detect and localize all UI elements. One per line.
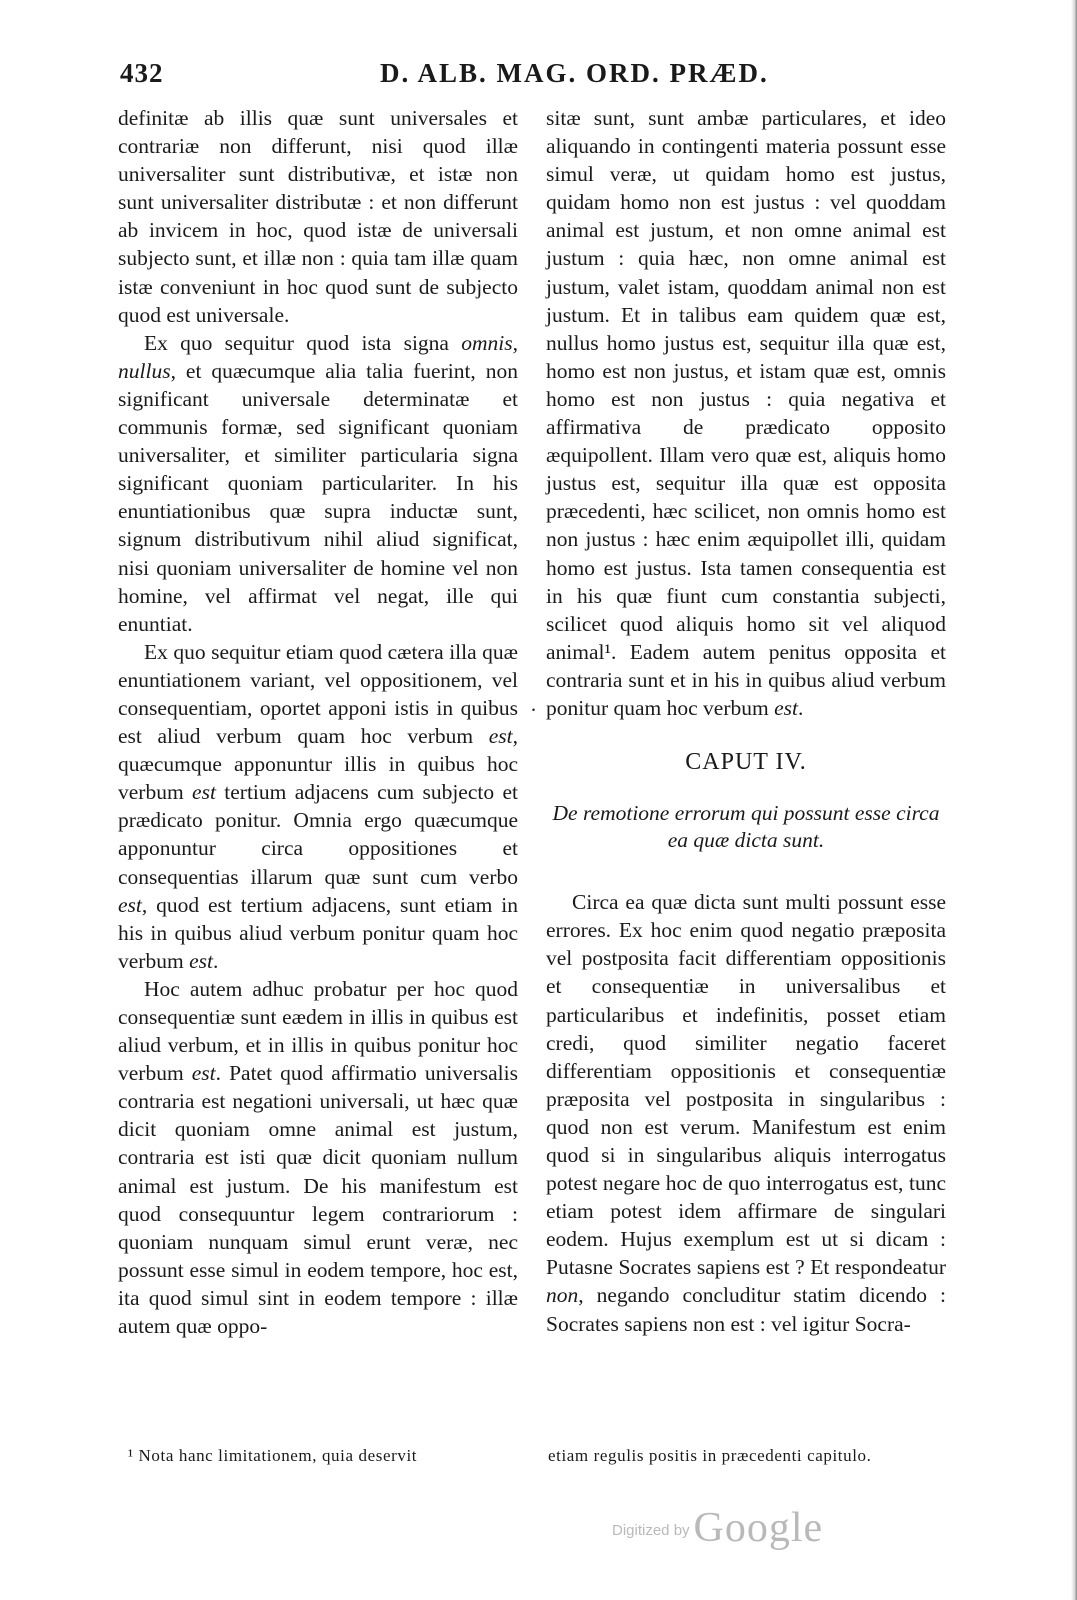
left-column bbox=[118, 104, 518, 1340]
running-head: D. ALB. MAG. ORD. PRÆD. bbox=[380, 58, 769, 88]
italic-text: est bbox=[774, 695, 798, 720]
paragraph bbox=[118, 329, 518, 638]
page-edge-shadow bbox=[1071, 0, 1077, 1600]
text-run: , negando concluditur statim dicendo : Socrates sapiens non est : vel igitur Socra- bbox=[546, 1283, 946, 1336]
footnote-right: etiam regulis positis in præcedenti capitulo. bbox=[548, 1446, 872, 1465]
paragraph: definitæ ab illis quæ sunt universales et contrariæ non differunt, nisi quod illæ universaliter sunt distributivæ, et istæ non sunt universaliter distributæ : et non differunt ab invicem in hoc, quod istæ de universali subjecto sunt, et illæ non : quia tam illæ quam istæ conveniunt in hoc quod sunt de subjecto quod est universale. bbox=[118, 106, 518, 327]
paragraph bbox=[118, 975, 518, 1340]
text-run: , et quæcumque alia talia fuerint, non significant universale determinatæ et communis formæ, sed significant quoniam universaliter, et similiter particularia signa significant quoniam particulariter. In his enuntiationibus quæ supra inductæ sunt, signum distributivum nihil aliud significat, nisi quoniam universaliter de homine vel non homine, vel affirmat vel negat, ille qui enuntiat. bbox=[118, 358, 518, 636]
watermark-prefix: Digitized by bbox=[612, 1522, 690, 1539]
text-run: sitæ sunt, sunt ambæ particulares, et ideo aliquando in contingenti materia possunt esse simul veræ, ut quidam homo est justus, quidam homo non est justus : vel quoddam animal est justum, et non omne animal est justum : quia hæc, non omne animal est justum, valet istam, quoddam animal non est justum. Et in talibus eam quidem quæ est, nullus homo justus est, sequitur illa quæ est, homo est non justus, et istam quæ est, omnis homo est non justus : quia negativa et affirmativa de prædicato opposito æquipollent. Illam vero quæ est, aliquis homo justus est, sequitur illa quæ est opposita præcedenti, hæc scilicet, non omnis homo est non justus : hæc enim æquipollet illi, quidam homo est justus. Ista tamen consequentia est in his quæ fiunt cum constantia subjecti, scilicet quod aliquis homo sit vel aliquod animal¹. Eadem autem penitus opposita et contraria sunt et in his in quibus aliud verbum ponitur quam hoc verbum bbox=[546, 106, 946, 720]
text-run: Ex quo sequitur quod ista signa bbox=[144, 330, 462, 355]
italic-text: est bbox=[191, 1061, 216, 1086]
italic-text: est bbox=[192, 780, 216, 805]
chapter-title: CAPUT IV. bbox=[685, 749, 807, 776]
text-run: , quod est tertium adjacens, sunt etiam in his in quibus aliud verbum ponitur quam hoc verbum bbox=[118, 892, 518, 973]
italic-text: est bbox=[189, 948, 213, 973]
text-run: . bbox=[797, 695, 804, 720]
text-run: , quæcumque apponuntur illis in quibus hoc verbum bbox=[118, 724, 518, 805]
text-run: Hoc autem adhuc probatur per hoc quod consequentiæ sunt eædem in illis in quibus est aliud verbum, et in illis in quibus ponitur hoc verbum bbox=[118, 976, 518, 1086]
text-run: Circa ea quæ dicta sunt multi possunt esse errores. Ex hoc enim quod negatio præposita vel postposita facit differentiam oppositionis et consequentiæ in universalibus et particularibus et indefinitis, posset etiam credi, quod similiter negatio faceret differentiam oppositionis et consequentiæ præposita vel postposita in singularibus : quod non est verum. Manifestum est enim quod si in singularibus aliquis interrogatus potest negare hoc de quo interrogatus est, tunc etiam potest idem affirmare de singulari eodem. Hujus exemplum est ut si dicam : Putasne Socrates sapiens est ? Et respondeatur bbox=[546, 890, 946, 1280]
italic-text: est bbox=[118, 892, 142, 917]
chapter-subtitle: De remotione errorum qui possunt esse circa ea quæ dicta sunt. bbox=[552, 801, 940, 853]
paragraph bbox=[546, 888, 946, 1338]
page-header bbox=[0, 58, 1077, 98]
italic-text: omnis, nullus bbox=[118, 330, 518, 383]
italic-text: est bbox=[488, 724, 513, 749]
footnote-left: ¹ Nota hanc limitationem, quia deservit bbox=[128, 1446, 418, 1465]
italic-text: non bbox=[546, 1283, 579, 1308]
text-run: tertium adjacens cum subjecto et prædicato ponitur. Omnia ergo quæcumque apponuntur circa oppositiones et consequentias illarum quæ sunt cum verbo bbox=[118, 780, 518, 889]
text-run: . Patet quod affirmatio universalis contraria est negationi universali, ut hæc quæ dicit quoniam omne animal est justum, contraria est isti quæ dicit quoniam nullum animal est justum. De his manifestum est quod consequuntur legem contrariorum : quoniam nunquam simul erunt veræ, nec possunt esse simul in eodem tempore, hoc est, ita quod simul sint in eodem tempore : illæ autem quæ oppo- bbox=[118, 1061, 518, 1339]
paragraph bbox=[546, 104, 946, 722]
text-run: Ex quo sequitur etiam quod cætera illa quæ enuntiationem variant, vel oppositionem, vel consequentiam, oportet apponi istis in quibus est aliud verbum quam hoc verbum bbox=[118, 639, 518, 749]
footnote-marker: · bbox=[530, 698, 537, 722]
paragraph bbox=[118, 638, 518, 975]
page-number: 432 bbox=[120, 58, 164, 88]
digitized-by-watermark bbox=[612, 1504, 823, 1564]
google-logo: Google bbox=[693, 1505, 824, 1551]
text-run: . bbox=[212, 948, 219, 973]
right-column bbox=[546, 104, 946, 1338]
